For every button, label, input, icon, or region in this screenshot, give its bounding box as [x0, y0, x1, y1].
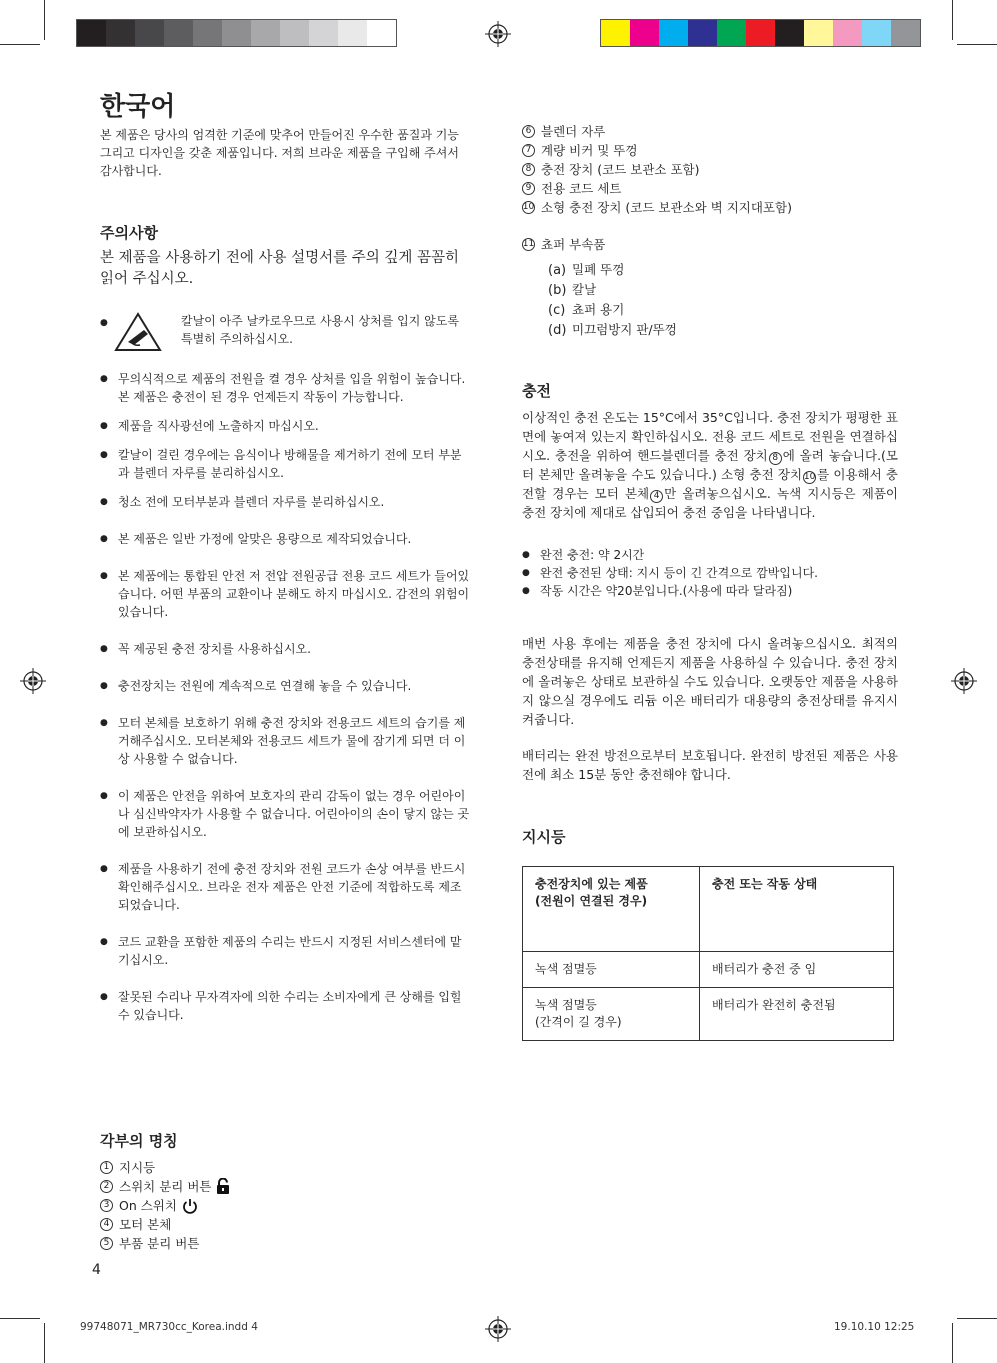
sub-part-item	[548, 300, 677, 320]
sub-part-item	[548, 280, 677, 300]
parts-list-right-accessory	[522, 235, 902, 254]
part-number: 10	[522, 202, 535, 212]
charging-paragraph-2: 매번 사용 후에는 제품을 충전 장치에 다시 올려놓으십시오. 최적의 충전상태를 유지해 언제든지 제품을 사용하실 수 있습니다. 충전 장치에 올려놓은 상태로 보관하실 수도 있습니다. 오랫동안 제품을 사용하지 않으실 경우에도 리듐 이온 배터리가 대용량의 충전상태를 유지시켜줍니다.	[522, 636, 898, 727]
part-number: 10	[803, 472, 816, 482]
part-item	[522, 179, 902, 198]
sub-part-letter: (c)	[548, 303, 566, 318]
color-swatch	[164, 20, 193, 46]
sub-part-letter: (a)	[548, 263, 567, 278]
color-swatch	[367, 20, 396, 46]
list-item: ● 칼날이 걸린 경우에는 음식이나 방해물을 제거하기 전에 모터 부분과 블렌더 자루를 분리하십시오.	[100, 446, 470, 482]
color-swatch	[891, 20, 920, 46]
part-label: 모터 본체	[119, 1217, 172, 1232]
sub-part-item	[548, 260, 677, 280]
list-item: ● 꼭 제공된 충전 장치를 사용하십시오.	[100, 640, 470, 658]
list-item: ● 제품을 사용하기 전에 충전 장치와 전원 코드가 손상 여부를 반드시 확인해주십시오. 브라운 전자 제품은 안전 기준에 적합하도록 제조되었습니다.	[100, 860, 470, 914]
part-label: 전용 코드 세트	[541, 181, 622, 196]
color-swatch	[659, 20, 688, 46]
list-item: ● 본 제품에는 통합된 안전 저 전압 전원공급 전용 코드 세트가 들어있습니다. 어떤 부품의 교환이나 분해도 하지 마십시오. 감전의 위험이 있습니다.	[100, 567, 470, 621]
part-label: 소형 충전 장치 (코드 보관소와 벽 지지대포함)	[541, 200, 792, 215]
text-run: 에 올려 놓습니다.(모터 본체만 올려놓을 수도 있습니다.) 소형 충전 장치	[522, 448, 898, 482]
color-swatch	[193, 20, 222, 46]
charging-bullets	[522, 546, 898, 600]
indicator-table	[522, 866, 894, 1041]
part-number: 9	[522, 182, 535, 195]
table-cell: 녹색 점멸등	[523, 952, 700, 988]
color-swatch	[222, 20, 251, 46]
color-swatch	[135, 20, 164, 46]
color-swatch	[746, 20, 775, 46]
part-number: 5	[100, 1237, 113, 1250]
sub-part-label: 칼날	[572, 282, 597, 297]
table-header-cell: 충전 또는 작동 상태	[700, 867, 894, 952]
list-item: ● 이 제품은 안전을 위하여 보호자의 관리 감독이 없는 경우 어린아이나 심신박약자가 사용할 수 없습니다. 어린아이의 손이 닿지 않는 곳에 보관하십시오.	[100, 787, 470, 841]
part-number: 3	[100, 1199, 113, 1212]
lock-icon	[216, 1178, 230, 1195]
table-cell: 배터리가 충전 중 임	[700, 952, 894, 988]
text-run: 만 올려놓으십시오. 녹색 지시등은 제품이 충전 장치에 제대로 삽입되어 충전 중임을 나타냅니다.	[522, 486, 898, 520]
registration-mark-icon	[485, 1316, 511, 1342]
part-item	[522, 160, 902, 179]
file-slug: 99748071_MR730cc_Korea.indd 4	[80, 1321, 258, 1333]
sub-part-label: 밀폐 뚜껑	[572, 262, 625, 277]
color-swatch	[775, 20, 804, 46]
sub-part-item	[548, 320, 677, 340]
list-item: ● 무의식적으로 제품의 전원을 켤 경우 상처를 입을 위험이 높습니다. 본 제품은 충전이 된 경우 언제든지 작동이 가능합니다.	[100, 370, 470, 406]
parts-title: 각부의 명칭	[100, 1132, 178, 1150]
sub-part-label: 쵸퍼 용기	[572, 302, 625, 317]
sub-part-letter: (d)	[548, 323, 567, 338]
table-row	[523, 988, 894, 1041]
sub-part-letter: (b)	[548, 283, 567, 298]
part-label: 쵸퍼 부속품	[541, 237, 606, 252]
part-item	[100, 1158, 360, 1177]
table-header-row	[523, 867, 894, 952]
process-color-bar	[600, 19, 921, 47]
list-item: ● 모터 본체를 보호하기 위해 충전 장치와 전용코드 세트의 습기를 제거해주십시오. 모터본체와 전용코드 세트가 물에 잠기게 되면 더 이상 사용할 수 없습니다.	[100, 714, 470, 768]
part-number: 4	[650, 490, 663, 503]
list-item: ● 청소 전에 모터부분과 블렌더 자루를 분리하십시오.	[100, 493, 470, 511]
part-number: 2	[100, 1180, 113, 1193]
list-item: ● 본 제품은 일반 가정에 알맞은 용량으로 제작되었습니다.	[100, 530, 470, 548]
caution-list	[100, 370, 470, 1024]
part-label: On 스위치	[119, 1198, 177, 1213]
part-label: 지시등	[119, 1160, 156, 1175]
part-number: 8	[769, 452, 782, 465]
date-slug: 19.10.10 12:25	[834, 1321, 915, 1333]
part-item	[522, 141, 902, 160]
list-item: ● 제품을 직사광선에 노출하지 마십시오.	[100, 417, 470, 435]
table-cell: 배터리가 완전히 충전됨	[700, 988, 894, 1041]
part-item	[100, 1234, 360, 1253]
list-item: ● 충전장치는 전원에 계속적으로 연결해 놓을 수 있습니다.	[100, 677, 470, 695]
part-item	[100, 1177, 360, 1196]
list-item: ● 작동 시간은 약20분입니다.(사용에 따라 달라짐)	[522, 582, 898, 600]
grayscale-color-bar	[76, 19, 397, 47]
part-item	[100, 1196, 360, 1215]
parts-list-right	[522, 122, 902, 217]
registration-mark-icon	[20, 668, 46, 694]
bullet-icon: ●	[100, 318, 108, 328]
part-item	[522, 198, 902, 217]
sub-part-label: 미끄럼방지 판/뚜껑	[572, 322, 677, 337]
charging-paragraph-1	[522, 408, 898, 522]
page-number: 4	[92, 1262, 101, 1278]
registration-mark-icon	[951, 668, 977, 694]
part-number: 11	[522, 239, 535, 249]
language-title: 한국어	[100, 92, 176, 122]
table-row	[523, 952, 894, 988]
charging-paragraph-3: 배터리는 완전 방전으로부터 보호됩니다. 완전히 방전된 제품은 사용 전에 최소 15분 동안 충전해야 합니다.	[522, 748, 898, 782]
part-label: 계량 비커 및 뚜껑	[541, 143, 638, 158]
part-item	[522, 122, 902, 141]
table-cell: 녹색 점멸등 (간격이 길 경우)	[523, 988, 700, 1041]
text-run: 이상적인 충전 온도는 15°C에서 35°C입니다. 충전 장치가 평평한 표면에 놓여져 있는지 확인하십시오. 전용 코드 세트로 전원을 연결하십시오. 충전을 위하여 핸드블렌더를 충전 장치	[522, 410, 898, 463]
part-item	[100, 1215, 360, 1234]
parts-list-left	[100, 1158, 360, 1253]
registration-mark-icon	[485, 21, 511, 47]
warning-text: 칼날이 아주 날카로우므로 사용시 상처를 입지 않도록 특별히 주의하십시오.	[181, 314, 459, 346]
list-item: ● 코드 교환을 포함한 제품의 수리는 반드시 지정된 서비스센터에 맡기십시오.	[100, 933, 470, 969]
part-number: 6	[522, 125, 535, 138]
color-swatch	[833, 20, 862, 46]
color-swatch	[106, 20, 135, 46]
part-label: 부품 분리 버튼	[119, 1236, 200, 1251]
part-item	[522, 235, 902, 254]
color-swatch	[251, 20, 280, 46]
list-item: ● 완전 충전된 상태: 지시 등이 긴 간격으로 깜박입니다.	[522, 564, 898, 582]
part-number: 4	[100, 1218, 113, 1231]
sharp-blade-warning-icon	[114, 312, 162, 352]
part-number: 1	[100, 1161, 113, 1174]
intro-paragraph: 본 제품은 당사의 엄격한 기준에 맞추어 만들어진 우수한 품질과 기능 그리고 디자인을 갖춘 제품입니다. 저희 브라운 제품을 구입해 주셔서 감사합니다.	[100, 128, 459, 178]
color-swatch	[862, 20, 891, 46]
sharp-blade-warning	[100, 312, 470, 356]
part-label: 충전 장치 (코드 보관소 포함)	[541, 162, 700, 177]
part-number: 8	[522, 163, 535, 176]
text-run: 를 이용해서 충전할 경우는 모터 본체	[522, 467, 898, 501]
list-item: ● 잘못된 수리나 무자격자에 의한 수리는 소비자에게 큰 상해를 입힐 수 있습니다.	[100, 988, 470, 1024]
list-item: ● 완전 충전: 약 2시간	[522, 546, 898, 564]
part-label: 블렌더 자루	[541, 124, 606, 139]
charging-title: 충전	[522, 382, 551, 400]
caution-title: 주의사항	[100, 224, 158, 242]
part-label: 스위치 분리 버튼	[119, 1179, 212, 1194]
color-swatch	[630, 20, 659, 46]
color-swatch	[688, 20, 717, 46]
color-swatch	[338, 20, 367, 46]
color-swatch	[717, 20, 746, 46]
color-swatch	[804, 20, 833, 46]
table-header-cell: 충전장치에 있는 제품 (전원이 연결된 경우)	[523, 867, 700, 952]
chopper-sub-parts	[548, 260, 677, 340]
color-swatch	[601, 20, 630, 46]
power-icon	[182, 1198, 198, 1214]
indicator-title: 지시등	[522, 828, 566, 846]
caution-lead: 본 제품을 사용하기 전에 사용 설명서를 주의 깊게 꼼꼼히 읽어 주십시오.	[100, 250, 460, 287]
color-swatch	[77, 20, 106, 46]
color-swatch	[309, 20, 338, 46]
part-number: 7	[522, 144, 535, 157]
color-swatch	[280, 20, 309, 46]
